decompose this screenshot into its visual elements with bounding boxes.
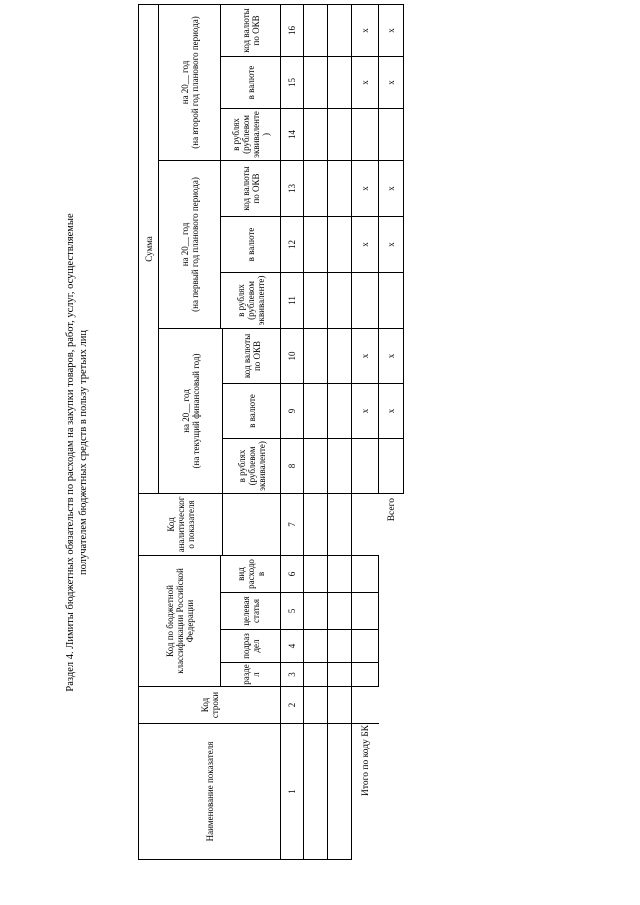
header-second-cur: в валюте [221,56,281,108]
year-second-sub: (на второй год планового периода) [189,16,200,149]
col-number: 16 [281,4,304,56]
header-analytic-blank [223,493,281,555]
grand-total-x: x [379,216,404,272]
table-cell [304,160,328,216]
total-by-bk-row [352,4,379,859]
table-cell [328,216,352,272]
col-number: 10 [281,328,304,383]
table-cell [328,555,352,592]
total-by-bk-text: Итого по коду БК [360,725,371,796]
col-number: 14 [281,108,304,160]
header-first-okv: код валюты по ОКВ [221,160,281,216]
header-bk-expense: вид расходов [221,555,281,592]
header-year-current [159,328,223,493]
table-cell [328,724,352,860]
table-cell [328,438,352,493]
table-cell [304,328,328,383]
table-cell [304,216,328,272]
total-by-bk-cell [352,438,379,493]
table-cell [304,438,328,493]
section-title-line-2: получателем бюджетных средств в пользу третьих лиц [78,330,89,575]
total-by-bk-x: x [352,4,379,56]
table-cell [304,593,328,630]
grand-total-row [379,4,404,859]
grand-total-x: x [379,383,404,438]
grand-total-x: x [379,4,404,56]
table-cell [304,630,328,663]
table-cell [328,108,352,160]
year-second-label: на 20__ год [179,60,190,105]
table-cell [304,272,328,328]
table-cell [304,555,328,592]
header-first-rub: в рублях (рублевом эквиваленте) [221,272,281,328]
table-cell [328,56,352,108]
table-cell [328,493,352,555]
table-cell [304,108,328,160]
table-cell [328,593,352,630]
col-number: 13 [281,160,304,216]
table-cell [328,630,352,663]
table-cell [328,272,352,328]
col-number: 15 [281,56,304,108]
header-current-okv: код валюты по ОКВ [223,328,281,383]
header-code-line: Код строки [139,687,281,724]
header-bk-section: раздел [221,663,281,687]
total-by-bk-x: x [352,160,379,216]
col-number: 3 [281,663,304,687]
header-year-second [159,4,221,160]
header-bk-subsection: подраздел [221,630,281,663]
table-row [304,4,328,859]
grand-total-x: x [379,56,404,108]
table-cell [328,663,352,687]
header-name: Наименование показателя [139,724,281,860]
year-current-label: на 20__ год [180,389,191,433]
total-by-bk-x: x [352,383,379,438]
section-title [64,0,90,905]
grand-total-x: x [379,328,404,383]
grand-total-cell [379,272,404,328]
table-cell [304,383,328,438]
col-number: 6 [281,555,304,592]
year-first-sub: (на первый год планового периода) [189,177,200,312]
col-number: 8 [281,438,304,493]
year-current-sub: (на текущий финансовый год) [190,353,201,469]
grand-total-cell [379,108,404,160]
header-bk: Код по бюджетной классификации Российской Федерации [139,555,221,686]
header-second-rub: в рублях (рублевом эквиваленте) [221,108,281,160]
table-cell [328,383,352,438]
table-row [328,4,352,859]
total-by-bk-x: x [352,328,379,383]
total-by-bk-cell [352,108,379,160]
grand-total-label [379,493,404,723]
header-first-cur: в валюте [221,216,281,272]
table-cell [328,160,352,216]
header-current-rub: в рублях (рублевом эквиваленте) [223,438,281,493]
grand-total-cell [379,438,404,493]
year-first-label: на 20__ год [179,222,190,267]
col-number: 12 [281,216,304,272]
table-cell [328,687,352,724]
limits-table [138,4,404,860]
table-cell [304,493,328,555]
header-second-okv: код валюты по ОКВ [221,4,281,56]
total-by-bk-x: x [352,56,379,108]
total-by-bk-cell [352,663,379,687]
col-number: 2 [281,687,304,724]
col-number: 4 [281,630,304,663]
col-number: 7 [281,493,304,555]
col-number: 5 [281,593,304,630]
table-cell [328,4,352,56]
table-cell [304,663,328,687]
header-current-cur: в валюте [223,383,281,438]
header-analytic: Код аналитического показателя [139,493,223,555]
col-number: 9 [281,383,304,438]
total-by-bk-cell [352,687,379,724]
total-by-bk-cell [352,630,379,663]
grand-total-text: Всего [386,497,397,522]
table-cell [304,4,328,56]
header-year-first [159,160,221,328]
col-number: 11 [281,272,304,328]
total-by-bk-label [352,724,379,860]
header-bk-target: целевая статья [221,593,281,630]
table-cell [304,56,328,108]
table-cell [304,724,328,860]
section-title-line-1: Раздел 4. Лимиты бюджетных обязательств по расходам на закупки товаров, работ, услуг, осуществляемые [65,213,76,692]
total-by-bk-x: x [352,216,379,272]
grand-total-x: x [379,160,404,216]
total-by-bk-cell [352,555,379,592]
total-by-bk-cell [352,493,379,555]
header-sum: Сумма [139,4,159,493]
total-by-bk-cell [352,593,379,630]
column-numbers-row [281,4,304,859]
table-cell [304,687,328,724]
col-number: 1 [281,724,304,860]
table-cell [328,328,352,383]
total-by-bk-cell [352,272,379,328]
grand-total-spacer [379,724,404,860]
